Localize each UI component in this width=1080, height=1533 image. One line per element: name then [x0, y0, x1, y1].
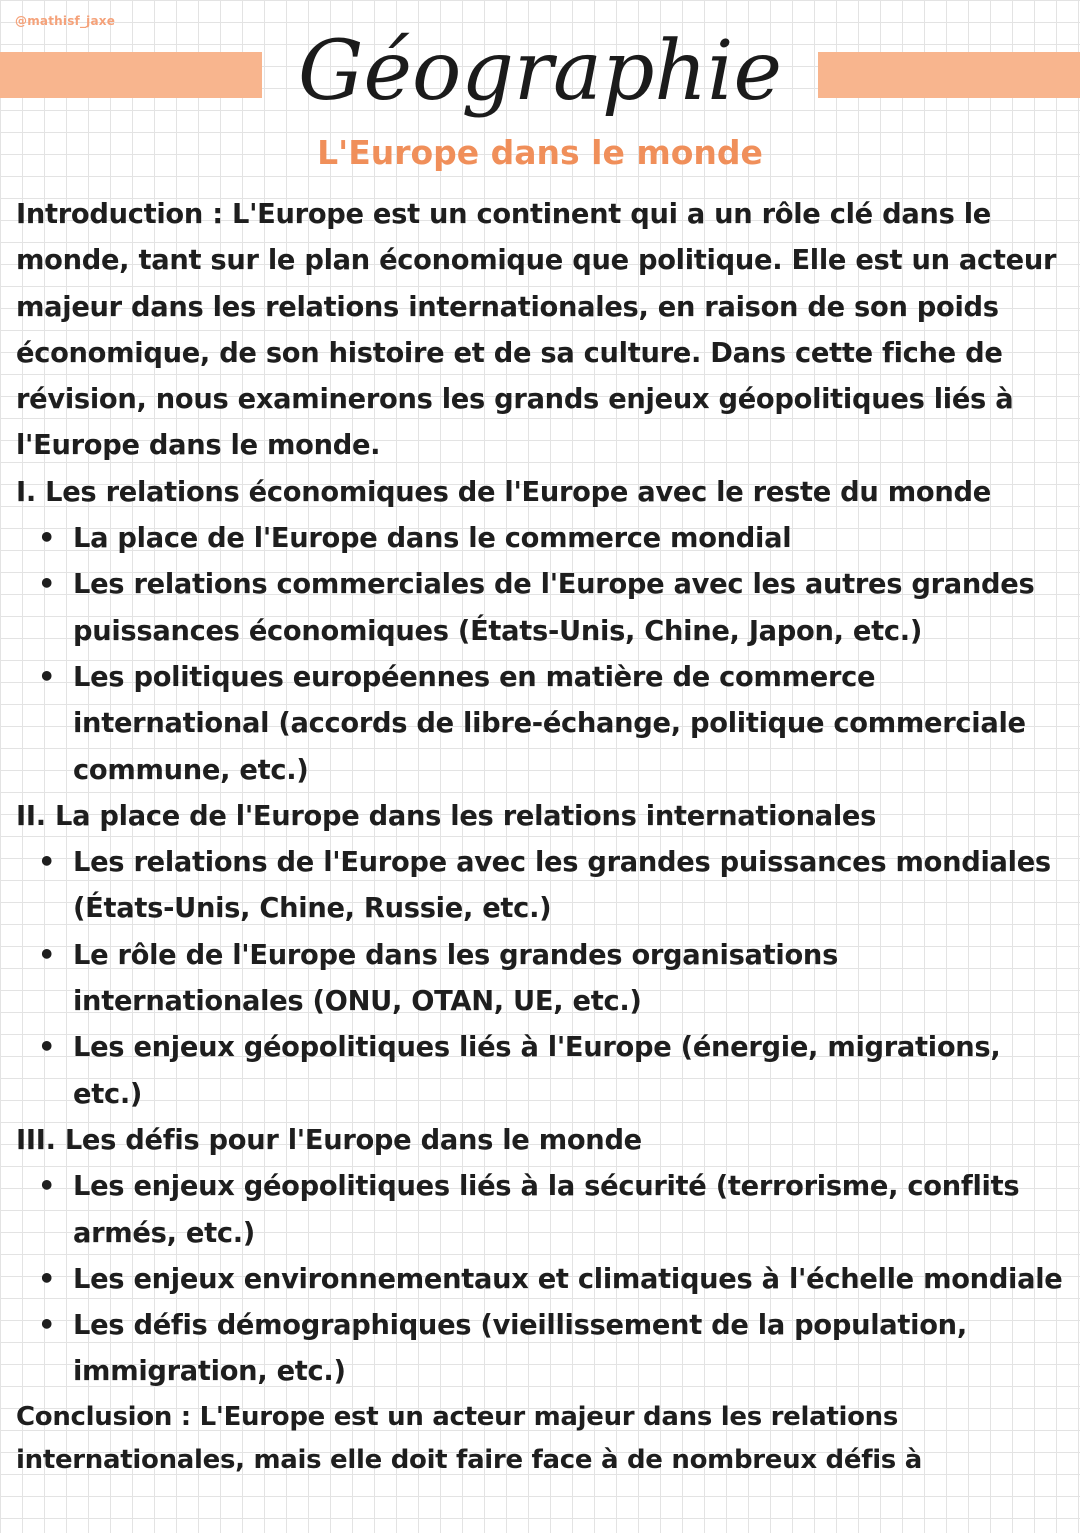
bullet-icon: • [38, 939, 56, 971]
conclusion-paragraph: Conclusion : L'Europe est un acteur majeur dans les relations internationales, mais elle doit faire face à de nombreux défis à [16, 1401, 922, 1475]
list-item-text: La place de l'Europe dans le commerce mondial [73, 523, 792, 555]
bullet-icon: • [38, 1032, 56, 1064]
list-item [16, 1303, 1068, 1396]
document-body [16, 192, 1068, 1482]
title-band-right [818, 52, 1080, 98]
list-item-text: Les enjeux environnementaux et climatiques à l'échelle mondiale [73, 1263, 1063, 1295]
list-item-text: Le rôle de l'Europe dans les grandes organisations internationales (ONU, OTAN, UE, etc.) [73, 939, 839, 1018]
bullet-icon: • [38, 523, 56, 555]
list-item-text: Les relations commerciales de l'Europe avec les autres grandes puissances économiques (États-Unis, Chine, Japon, etc.) [73, 569, 1035, 647]
list-item-text: Les enjeux géopolitiques liés à la sécurité (terrorisme, conflits armés, etc.) [73, 1171, 1020, 1249]
section-heading-3: III. Les défis pour l'Europe dans le monde [16, 1124, 642, 1156]
introduction-paragraph: Introduction : L'Europe est un continent qui a un rôle clé dans le monde, tant sur le plan économique que politique. Elle est un acteur majeur dans les relations internationales, en raison de son poids économique, de son histoire et de sa culture. Dans cette fiche de révision, nous examinerons les grands enjeux géopolitiques liés à l'Europe dans le monde. [16, 199, 1057, 462]
list-item [16, 562, 1068, 655]
list-item-text: Les enjeux géopolitiques liés à l'Europe (énergie, migrations, etc.) [73, 1032, 1001, 1110]
section-heading-1: I. Les relations économiques de l'Europe avec le reste du monde [16, 476, 991, 508]
list-item [16, 516, 1068, 562]
page-subtitle: L'Europe dans le monde [317, 133, 763, 172]
bullet-icon: • [38, 847, 56, 879]
author-watermark: @mathisf_jaxe [15, 14, 116, 28]
section-1-list [16, 516, 1068, 794]
list-item [16, 1025, 1068, 1118]
section-3-list [16, 1164, 1068, 1395]
title-band-left [0, 52, 262, 98]
list-item [16, 933, 1068, 1026]
list-item-text: Les relations de l'Europe avec les grandes puissances mondiales (États-Unis, Chine, Russie, etc.) [73, 847, 1051, 925]
section-2-list [16, 840, 1068, 1118]
list-item [16, 655, 1068, 794]
bullet-icon: • [38, 661, 56, 693]
list-item [16, 1164, 1068, 1257]
list-item-text: Les défis démographiques (vieillissement de la population, immigration, etc.) [73, 1310, 967, 1388]
section-heading-2: II. La place de l'Europe dans les relations internationales [16, 800, 877, 832]
page-title: Géographie [297, 24, 783, 119]
bullet-icon: • [38, 569, 56, 601]
list-item [16, 1257, 1068, 1303]
bullet-icon: • [38, 1263, 56, 1295]
list-item [16, 840, 1068, 933]
bullet-icon: • [38, 1171, 56, 1203]
list-item-text: Les politiques européennes en matière de commerce international (accords de libre-échange, politique commerciale commune, etc.) [73, 661, 1026, 786]
bullet-icon: • [38, 1310, 56, 1342]
